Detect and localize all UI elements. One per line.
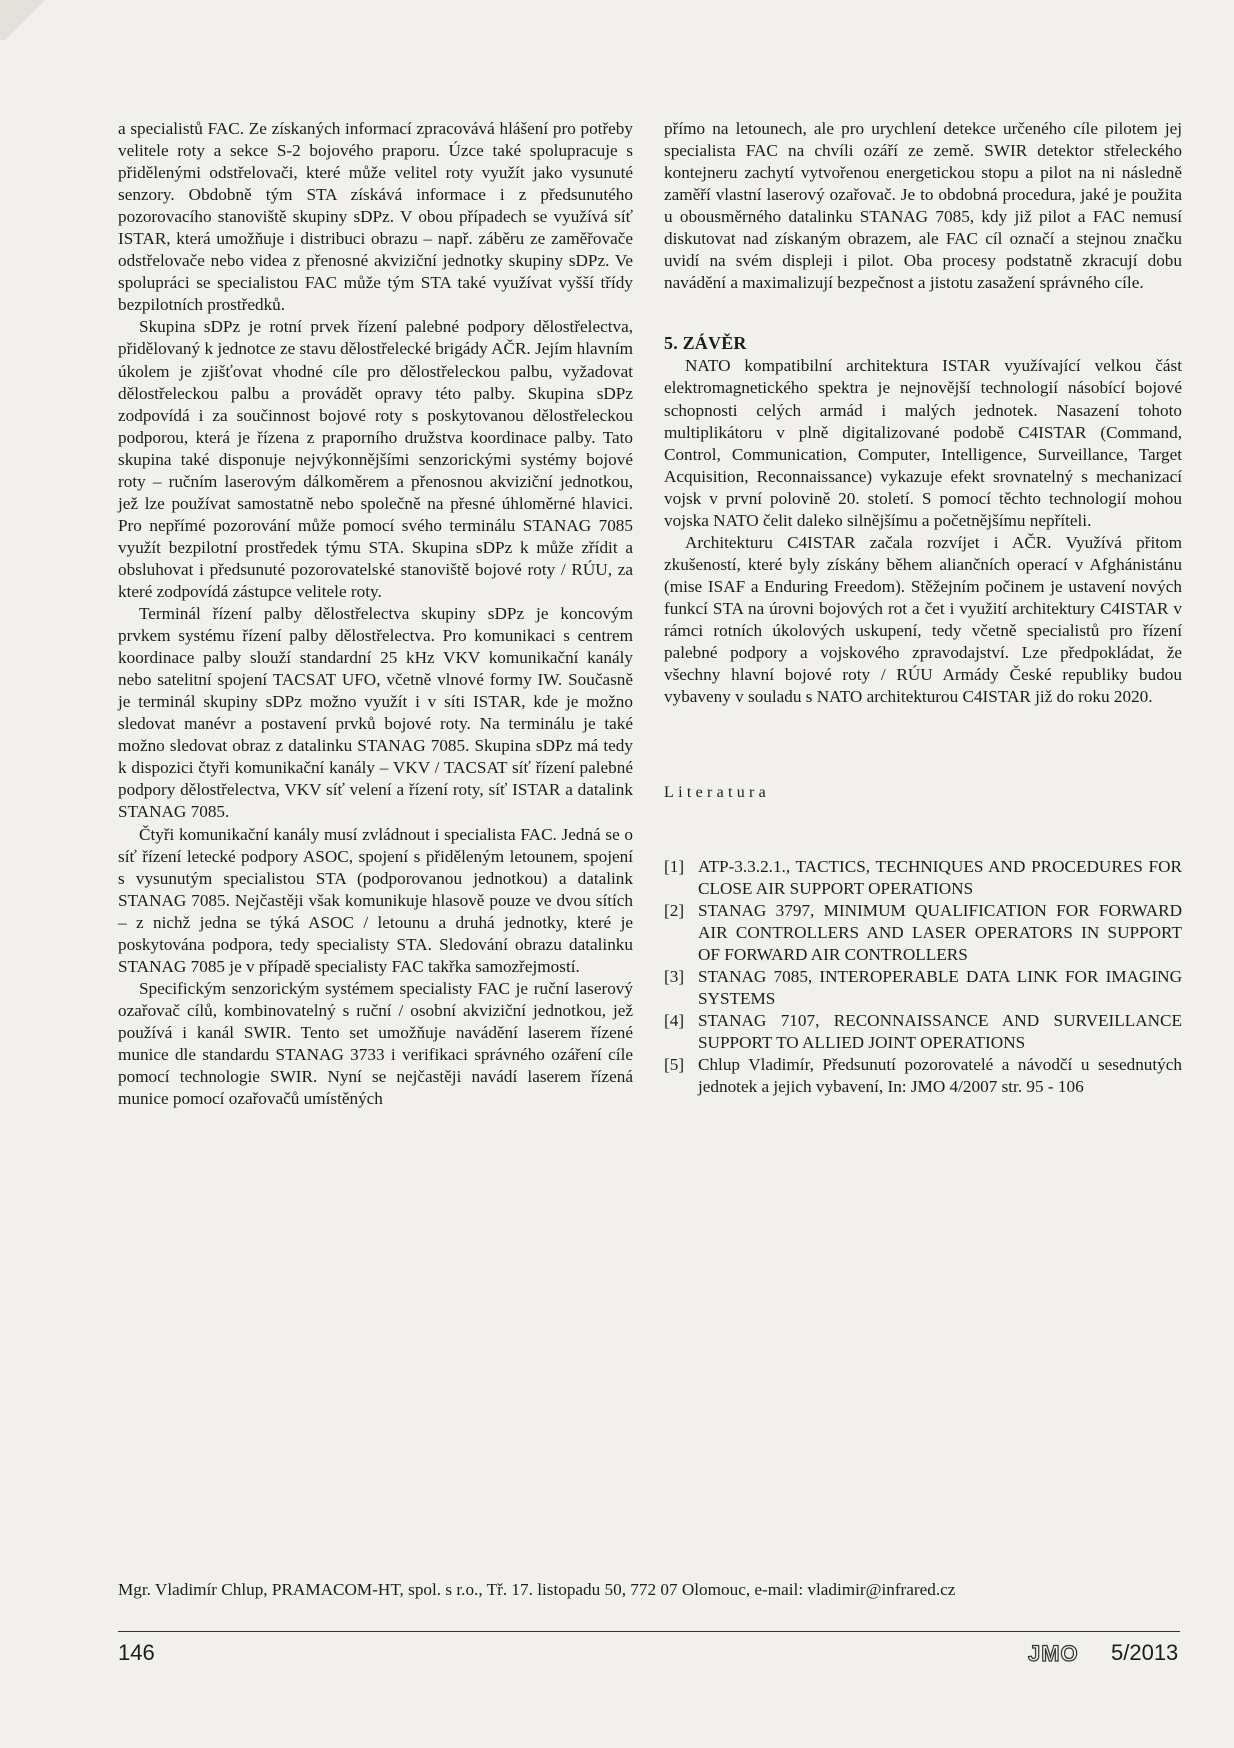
body-paragraph: NATO kompatibilní architektura ISTAR využívající velkou část elektromagnetického spektra je nejnovější technologií násobící bojové schopnosti celých armád i malých jednotek. Nasazení tohoto multiplikátoru v plně digitalizované podobě C4ISTAR (Command, Control, Communication, Computer, Intelligence, Surveillance, Target Acquisition, Reconnaissance) vykazuje efekt srovnatelný s mechanizací vojsk v první polovině 20. století. S pomocí těchto technologií mohou vojska NATO čelit daleko silnějšímu a početnějšímu nepříteli. [664,356,1182,530]
body-paragraph: Specifickým senzorickým systémem specialisty FAC je ruční laserový ozařovač cílů, kombinovatelný s ruční / osobní akviziční jednotkou, jež používá i kanál SWIR. Tento set umožňuje navádění laserem řízené munice dle standardu STANAG 3733 i verifikaci správného ozáření cíle pomocí technologie SWIR. Nyní se nejčastěji navádí laserem řízená munice pomocí ozařovačů umístěných [118,978,633,1109]
author-affiliation: Mgr. Vladimír Chlup, PRAMACOM-HT, spol. s r.o., Tř. 17. listopadu 50, 772 07 Olomouc, e-mail: vladimir@infrared.cz [118,1580,956,1599]
page-corner-fold [0,0,60,40]
body-paragraph: Skupina sDPz je rotní prvek řízení palebné podpory dělostřelectva, přidělovaný k jednotce ze stavu dělostřelecké brigády AČR. Jejím hlavním úkolem je zjišťovat vhodné cíle pro dělostřeleckou palbu, vyžadovat dělostřeleckou palbu a provádět opravy této palby. Skupina sDPz zodpovídá i za součinnost bojové roty s poskytovanou dělostřeleckou podporou, která je řízena z praporního družstva koordinace palby. Tato skupina také disponuje nejvýkonnějšími senzorickými systémy bojové roty – ručním laserovým dálkoměrem a přenosnou akviziční jednotkou, jež lze používat samostatně nebo společně na přesné úhloměrné hlavici. Pro nepřímé pozorování může pomocí svého terminálu STANAG 7085 využít bezpilotní prostředek týmu STA. Skupina sDPz k může zřídit a obsluhovat i předsunuté pozorovatelské stanoviště bojové roty / RÚU, za které zodpovídá zástupce velitele roty. [118,317,633,601]
reference-number: [3] [664,967,685,987]
reference-text: ATP-3.3.2.1., TACTICS, TECHNIQUES AND PROCEDURES FOR CLOSE AIR SUPPORT OPERATIONS [698,857,1182,899]
journal-logo: JMO [1028,1641,1079,1666]
reference-number: [2] [664,901,685,921]
body-paragraph: přímo na letounech, ale pro urychlení detekce určeného cíle pilotem jej specialista FAC na chvíli ozáří ze země. SWIR detektor střeleckého kontejneru zachytí vytvořenou energetickou stopu a pilot na ni následně zaměří vlastní laserový ozařovač. Je to obdobná procedura, jaké je použita u obousměrného datalinku STANAG 7085, kdy již pilot a FAC nemusí diskutovat nad získaným obrazem, ale FAC cíl označí a stejnou značku uvidí na svém displeji i pilot. Oba procesy podstatně zkracují dobu navádění a maximalizují bezpečnost a jistotu zasažení správného cíle. [664,119,1182,293]
literature-heading: Literatura [664,784,771,802]
reference-item [664,900,1182,966]
body-paragraph: Architekturu C4ISTAR začala rozvíjet i AČR. Využívá přitom zkušeností, které byly získány během aliančních operací v Afghánistánu (mise ISAF a Enduring Freedom). Stěžejním počinem je ustavení nových funkcí STA na úrovni bojových rot a čet i využití architektury C4ISTAR v rámci rotních úkolových uskupení, tedy včetně specialistů pro řízení palebné podpory a vojskového zpravodajství. Lze předpokládat, že všechny hlavní bojové roty / RÚU Armády České republiky budou vybaveny v souladu s NATO architekturou C4ISTAR již do roku 2020. [664,532,1182,707]
reference-text: STANAG 7107, RECONNAISSANCE AND SURVEILLANCE SUPPORT TO ALLIED JOINT OPERATIONS [698,1011,1182,1053]
page-number: 146 [118,1640,155,1665]
reference-item [664,856,1182,900]
section-heading: 5. ZÁVĚR [664,333,747,354]
reference-number: [5] [664,1055,685,1075]
reference-item [664,1010,1182,1054]
reference-item [664,966,1182,1010]
reference-number: [1] [664,857,685,877]
body-paragraph: Terminál řízení palby dělostřelectva skupiny sDPz je koncovým prvkem systému řízení palby dělostřelectva. Pro komunikaci s centrem koordinace palby slouží standardní 25 kHz VKV komunikační kanály nebo satelitní spojení TACSAT UFO, včetně vlnové formy IW. Současně je terminál skupiny sDPz možno využít i v síti ISTAR, kde je možno sledovat manévr a postavení prvků bojové roty. Na terminálu je také možno sledovat obraz z datalinku STANAG 7085. Skupina sDPz má tedy k dispozici čtyři komunikační kanály – VKV / TACSAT síť řízení palebné podpory dělostřelectva, VKV síť velení a řízení roty, síť ISTAR a datalink STANAG 7085. [118,604,633,822]
footer-divider [118,1631,1180,1632]
body-paragraph: a specialistů FAC. Ze získaných informací zpracovává hlášení pro potřeby velitele roty a sekce S-2 bojového praporu. Úzce také spolupracuje s přidělenými odstřelovači, které může velitel roty využít jako vysunuté senzory. Obdobně tým STA získává informace i z předsunutého pozorovacího stanoviště skupiny sDPz. V obou případech se využívá síť ISTAR, která umožňuje i distribuci obrazu – např. záběru ze zaměřovače odstřelovače nebo videa z přenosné akviziční jednotky skupiny sDPz. Ve spolupráci se specialistou FAC může tým STA také využívat vyšší třídy bezpilotních prostředků. [118,119,633,315]
reference-list [664,856,1182,1098]
reference-text: STANAG 7085, INTEROPERABLE DATA LINK FOR IMAGING SYSTEMS [698,967,1182,1009]
right-column [664,118,1182,1098]
body-paragraph: Čtyři komunikační kanály musí zvládnout i specialista FAC. Jedná se o síť řízení letecké podpory ASOC, spojení s přiděleným letounem, spojení s vysunutým specialistou STA (podporovanou jednotkou) a datalink STANAG 7085. Nejčastěji však komunikuje hlasově pouze ve dvou sítích – z nichž jedna se týká ASOC / letounu a druhá jednotky, které je poskytována podpora, tedy specialisty STA. Sledování obrazu datalinku STANAG 7085 je v případě specialisty FAC takřka samozřejmostí. [118,824,633,976]
reference-number: [4] [664,1011,685,1031]
issue-number: 5/2013 [1111,1640,1179,1665]
reference-item [664,1054,1182,1098]
left-column [118,118,633,1110]
reference-text: Chlup Vladimír, Předsunutí pozorovatelé a návodčí u sesednutých jednotek a jejich vybavení, In: JMO 4/2007 str. 95 - 106 [698,1055,1182,1097]
reference-text: STANAG 3797, MINIMUM QUALIFICATION FOR FORWARD AIR CONTROLLERS AND LASER OPERATORS IN SUPPORT OF FORWARD AIR CONTROLLERS [698,901,1182,965]
